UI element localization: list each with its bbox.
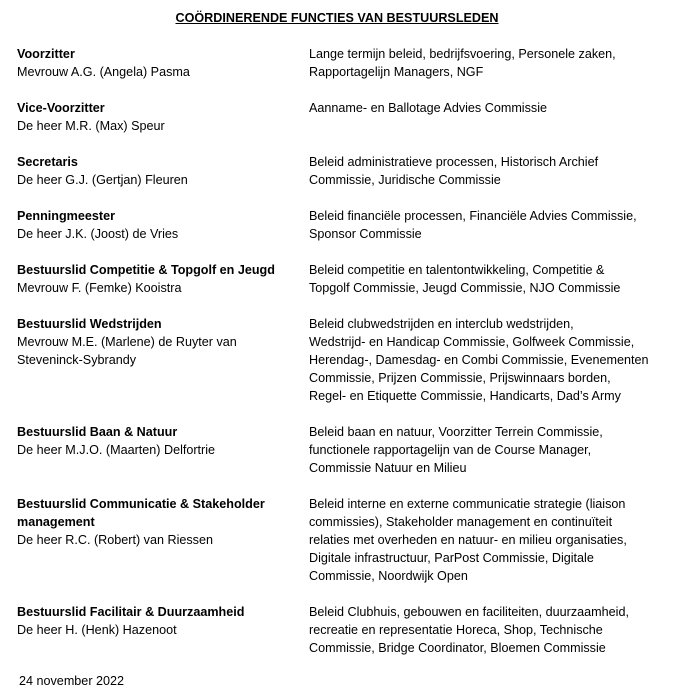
function-row <box>17 603 667 657</box>
responsibility-line: functionele rapportagelijn van de Course Manager, <box>309 443 592 457</box>
member-name: De heer R.C. (Robert) van Riessen <box>17 533 213 547</box>
role-title: Bestuurslid Wedstrijden <box>17 317 162 331</box>
role-title: Penningmeester <box>17 209 115 223</box>
member-name: De heer J.K. (Joost) de Vries <box>17 227 179 241</box>
responsibility-line: Commissie Natuur en Milieu <box>309 461 467 475</box>
responsibilities <box>309 99 659 135</box>
role-title: Bestuurslid Baan & Natuur <box>17 425 178 439</box>
member-name: Mevrouw A.G. (Angela) Pasma <box>17 65 190 79</box>
board-member <box>17 423 309 477</box>
board-member <box>17 603 309 657</box>
responsibility-line: Beleid baan en natuur, Voorzitter Terrein Commissie, <box>309 425 603 439</box>
board-member <box>17 45 309 81</box>
responsibility-line: relaties met overheden en natuur- en milieu organisaties, <box>309 533 627 547</box>
responsibility-line: Commissie, Bridge Coordinator, Bloemen Commissie <box>309 641 606 655</box>
role-title: Vice-Voorzitter <box>17 101 105 115</box>
board-member <box>17 261 309 297</box>
function-row <box>17 99 667 135</box>
responsibility-line: Wedstrijd- en Handicap Commissie, Golfweek Commissie, <box>309 335 635 349</box>
member-name: De heer M.R. (Max) Speur <box>17 119 165 133</box>
responsibility-line: Commissie, Juridische Commissie <box>309 173 501 187</box>
responsibility-line: Lange termijn beleid, bedrijfsvoering, Personele zaken, <box>309 47 616 61</box>
functions-list <box>17 45 667 675</box>
page-title: COÖRDINERENDE FUNCTIES VAN BESTUURSLEDEN <box>175 11 499 25</box>
role-title: Bestuurslid Communicatie & Stakeholder <box>17 497 265 511</box>
board-member <box>17 315 309 405</box>
responsibility-line: Digitale infrastructuur, ParPost Commissie, Digitale <box>309 551 594 565</box>
responsibility-line: commissies), Stakeholder management en continuïteit <box>309 515 613 529</box>
responsibility-line: Topgolf Commissie, Jeugd Commissie, NJO Commissie <box>309 281 621 295</box>
responsibility-line: Aanname- en Ballotage Advies Commissie <box>309 101 548 115</box>
responsibility-line: Herendag-, Damesdag- en Combi Commissie, Evenementen <box>309 353 649 367</box>
member-name: Mevrouw M.E. (Marlene) de Ruyter van <box>17 335 237 349</box>
responsibility-line: Sponsor Commissie <box>309 227 422 241</box>
responsibility-line: Beleid competitie en talentontwikkeling, Competitie & <box>309 263 605 277</box>
responsibility-line: Commissie, Noordwijk Open <box>309 569 468 583</box>
responsibility-line: recreatie en representatie Horeca, Shop, Technische <box>309 623 603 637</box>
role-title: Bestuurslid Competitie & Topgolf en Jeugd <box>17 263 275 277</box>
board-member <box>17 153 309 189</box>
responsibilities <box>309 315 659 405</box>
member-name: Steveninck-Sybrandy <box>17 353 137 367</box>
role-title: Bestuurslid Facilitair & Duurzaamheid <box>17 605 245 619</box>
responsibility-line: Rapportagelijn Managers, NGF <box>309 65 484 79</box>
member-name: De heer H. (Henk) Hazenoot <box>17 623 177 637</box>
role-title: Voorzitter <box>17 47 75 61</box>
board-member <box>17 495 309 585</box>
responsibility-line: Beleid interne en externe communicatie strategie (liaison <box>309 497 626 511</box>
function-row <box>17 207 667 243</box>
responsibilities <box>309 495 659 585</box>
function-row <box>17 45 667 81</box>
function-row <box>17 261 667 297</box>
responsibilities <box>309 603 659 657</box>
role-title: Secretaris <box>17 155 78 169</box>
member-name: De heer M.J.O. (Maarten) Delfortrie <box>17 443 216 457</box>
responsibilities <box>309 423 659 477</box>
responsibility-line: Beleid financiële processen, Financiële Advies Commissie, <box>309 209 637 223</box>
document-date: 24 november 2022 <box>19 674 125 688</box>
responsibility-line: Commissie, Prijzen Commissie, Prijswinnaars borden, <box>309 371 611 385</box>
member-name: Mevrouw F. (Femke) Kooistra <box>17 281 182 295</box>
responsibility-line: Beleid administratieve processen, Historisch Archief <box>309 155 599 169</box>
function-row <box>17 153 667 189</box>
responsibilities <box>309 207 659 243</box>
member-name: De heer G.J. (Gertjan) Fleuren <box>17 173 188 187</box>
responsibility-line: Beleid Clubhuis, gebouwen en faciliteiten, duurzaamheid, <box>309 605 629 619</box>
responsibility-line: Regel- en Etiquette Commissie, Handicarts, Dad’s Army <box>309 389 621 403</box>
board-member <box>17 207 309 243</box>
function-row <box>17 423 667 477</box>
function-row <box>17 315 667 405</box>
responsibility-line: Beleid clubwedstrijden en interclub wedstrijden, <box>309 317 574 331</box>
responsibilities <box>309 45 659 81</box>
role-title: management <box>17 515 95 529</box>
responsibilities <box>309 261 659 297</box>
responsibilities <box>309 153 659 189</box>
board-member <box>17 99 309 135</box>
function-row <box>17 495 667 585</box>
